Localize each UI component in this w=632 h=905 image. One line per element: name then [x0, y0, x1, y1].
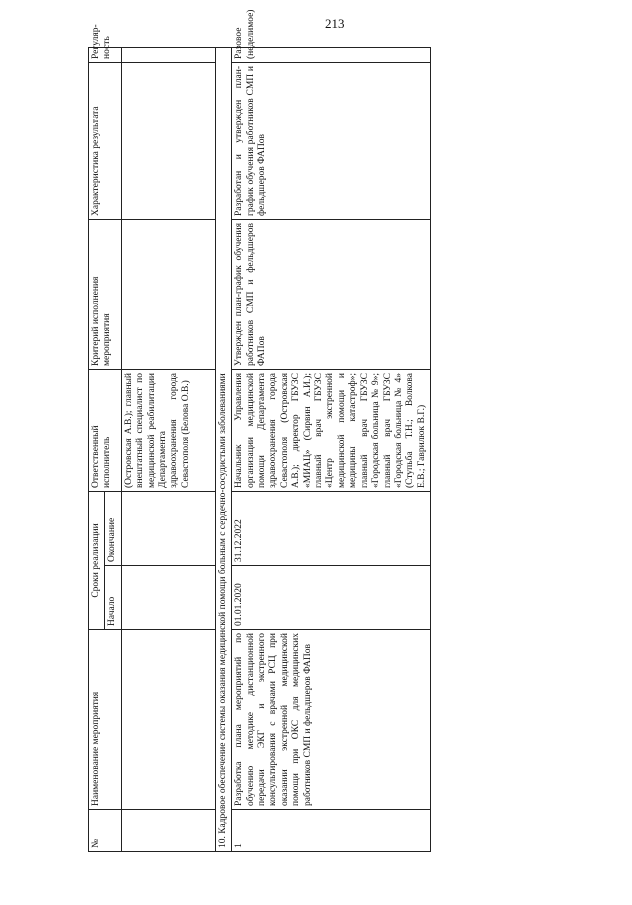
header-regularity: Регуляр-ность — [89, 48, 122, 63]
header-num: № — [89, 810, 122, 852]
header-row-1 — [89, 48, 105, 852]
header-name: Наименование мероприятия — [89, 630, 122, 810]
row-end: 31.12.2022 — [232, 492, 431, 566]
header-dates: Сроки реализации — [89, 492, 105, 630]
row-criterion: Утвержден план-график обучения работников СМП и фельдшеров ФАПов — [232, 220, 431, 370]
row-name: Разработка плана мероприятий по обучению методике дистанционной передачи ЭКГ и экстренного консультирования с врачами РСЦ при оказании экстренной медицинской помощи при ОКС для медицинских работников СМП и фельдшеров ФАПов — [232, 630, 431, 810]
header-end: Окончание — [105, 492, 121, 566]
header-responsible: Ответственный исполнитель — [89, 370, 122, 492]
carry-over-row — [121, 48, 215, 852]
row-regularity: Разовое (неделимое) — [232, 48, 431, 63]
row-num: 1 — [232, 810, 431, 852]
row-start: 01.01.2020 — [232, 566, 431, 630]
page-number: 213 — [325, 16, 345, 31]
section-row — [215, 48, 231, 852]
row-result: Разработан и утвержден план-график обучения работников СМП и фельдшеров ФАПов — [232, 63, 431, 220]
table-row — [232, 48, 431, 852]
row-responsible: Начальник Управления организации медицинской помощи Департамента здравоохранения города Севастополя (Островская А.В.); директор ГБУЗС «МИАЦ» (Сирвин А.И.); главный врач ГБУЗС «Центр экстренной медицинской помощи и медицины катастроф»; главный врач ГБУЗС «Городская больница № 9»; главный врач ГБУЗС «Городская больница № 4» (Ступьба Т.Н.; Волкова Е.В.; Гаврилюк В.Г.) — [232, 370, 431, 492]
header-start: Начало — [105, 566, 121, 630]
header-result: Характеристика результата — [89, 63, 122, 220]
carry-responsible-cell: (Островская А.В.); главный внештатный специалист по медицинской реабилитации Департамента здравоохранения города Севастополя (Белова О.В.) — [121, 370, 215, 492]
header-criterion: Критерий исполнения мероприятия — [89, 220, 122, 370]
section-title: 10. Кадровое обеспечение системы оказания медицинской помощи больным с сердечно-сосудистыми заболеваниями — [215, 48, 231, 852]
